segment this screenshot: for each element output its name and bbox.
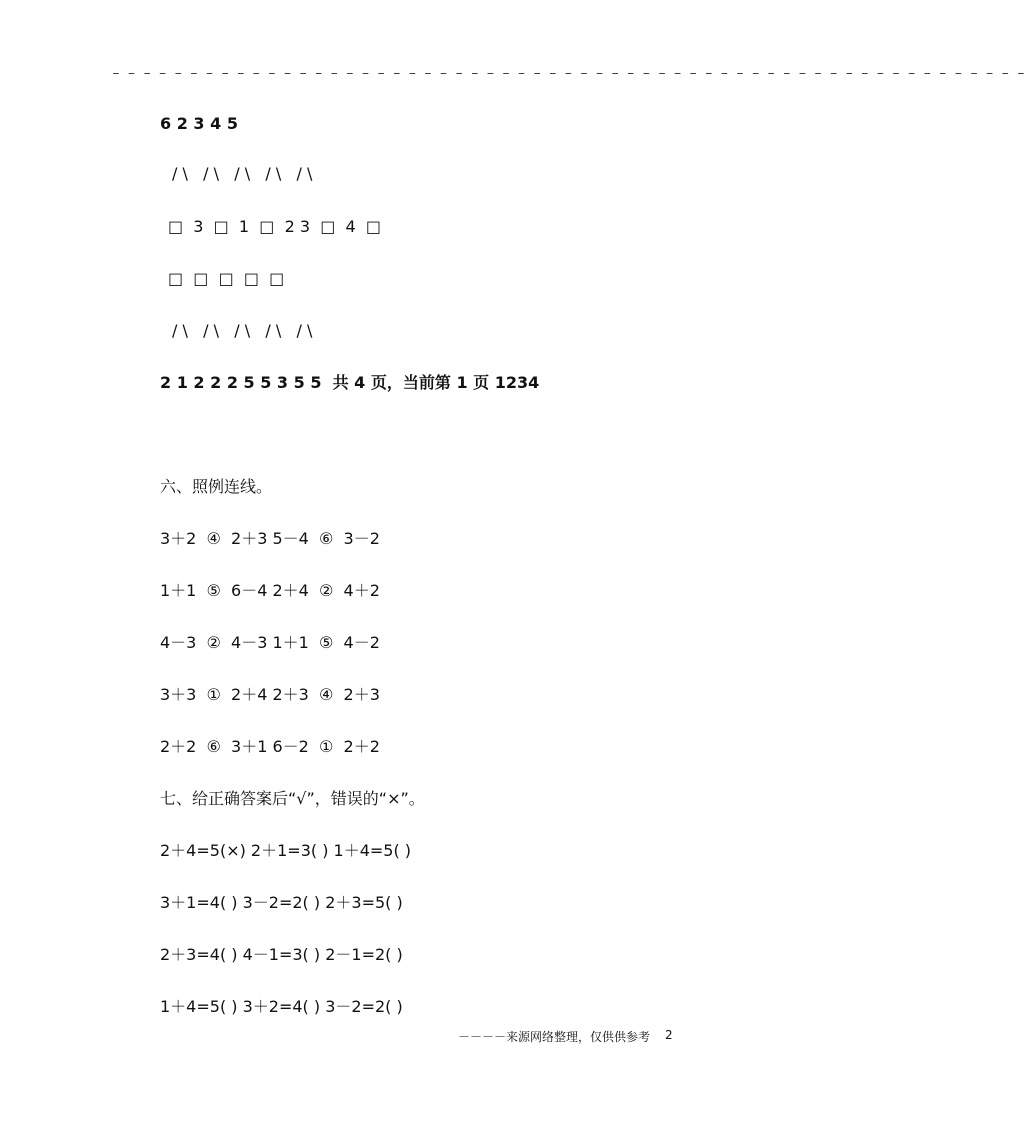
section-6-title: 六、照例连线。 [160, 477, 273, 496]
section-6-row: 3＋3 ① 2＋4 2＋3 ④ 2＋3 [160, 685, 380, 704]
section-7-row: 3＋1=4( ) 3－2=2( ) 2＋3=5( ) [160, 893, 403, 912]
tree-boxes-row-2: □ □ □ □ □ [168, 269, 285, 288]
tree-boxes-row-1: □ 3 □ 1 □ 2 3 □ 4 □ [168, 217, 381, 236]
tree-slashes-row-2: / \ / \ / \ / \ / \ [172, 321, 313, 340]
tree-bottom-line: 2 1 2 2 2 5 5 3 5 5 共 4 页，当前第 1 页 1234 [160, 373, 540, 392]
section-6-row: 1＋1 ⑤ 6－4 2＋4 ② 4＋2 [160, 581, 380, 600]
header-dashed-rule: – – – – – – – – – – – – – – – – – – – – – – – – – – – – – – – – – – – – – – – – – – – – – – – – – – – – – – – – – – – [112, 66, 1025, 81]
page-number: 2 [665, 1028, 673, 1042]
section-7-title: 七、给正确答案后“√”，错误的“×”。 [160, 789, 425, 808]
tree-slashes-row-1: / \ / \ / \ / \ / \ [172, 164, 313, 183]
tree-top-numbers: 6 2 3 4 5 [160, 114, 238, 133]
section-7-row: 1＋4=5( ) 3＋2=4( ) 3－2=2( ) [160, 997, 403, 1016]
section-6-row: 3＋2 ④ 2＋3 5－4 ⑥ 3－2 [160, 529, 380, 548]
section-6-row: 2＋2 ⑥ 3＋1 6－2 ① 2＋2 [160, 737, 380, 756]
section-6-row: 4－3 ② 4－3 1＋1 ⑤ 4－2 [160, 633, 380, 652]
section-7-row: 2＋3=4( ) 4－1=3( ) 2－1=2( ) [160, 945, 403, 964]
footer-source-note: －－－－来源网络整理，仅供供参考 [458, 1030, 651, 1044]
section-7-row: 2＋4=5(×) 2＋1=3( ) 1＋4=5( ) [160, 841, 412, 860]
